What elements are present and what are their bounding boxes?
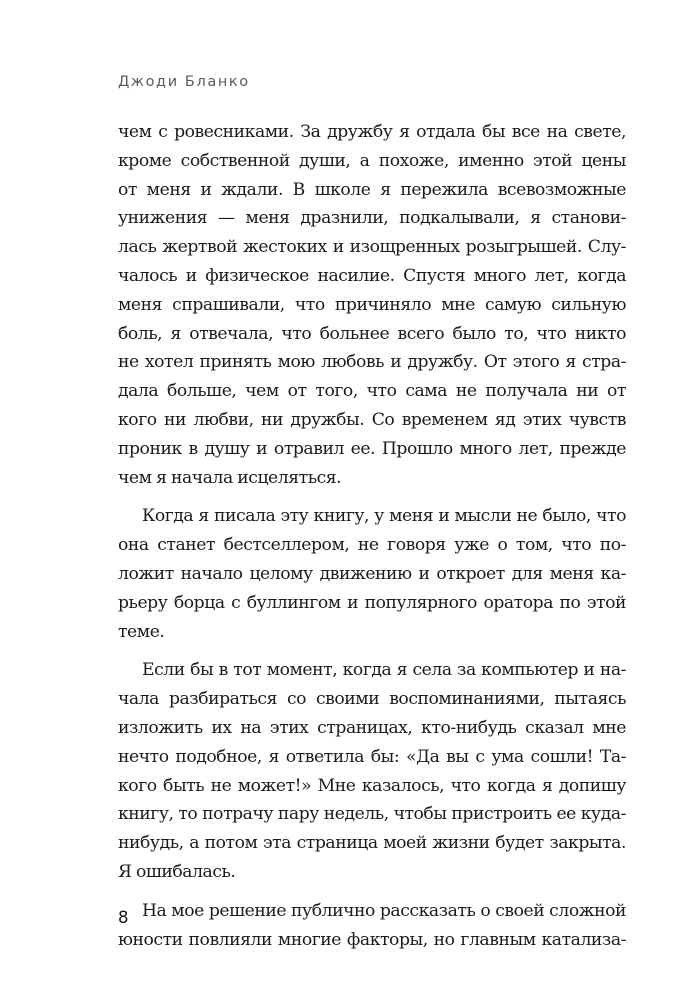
paragraph-1 [118, 118, 626, 492]
text-line: нибудь, а потом эта страница моей жизни будет закрыта. [118, 833, 626, 854]
text-line: чем с ровесниками. За дружбу я отдала бы все на свете, [118, 122, 626, 142]
text-line: теме. [118, 621, 165, 642]
paragraph-3 [118, 656, 626, 886]
paragraph-2 [118, 502, 626, 646]
text-line: кого быть не может!» Мне казалось, что когда я допишу [118, 775, 626, 796]
text-line: Когда я писала эту книгу, у меня и мысли не было, что [142, 506, 626, 527]
text-line: дала больше, чем от того, что сама не получала ни от [118, 381, 626, 402]
text-line: унижения — меня дразнили, подкалывали, я станови- [118, 208, 626, 229]
text-line: кого ни любви, ни дружбы. Со временем яд этих чувств [118, 409, 626, 430]
text-line: проник в душу и отравил ее. Прошло много лет, прежде [118, 438, 626, 459]
text-line: чалось и физическое насилие. Спустя много лет, когда [118, 265, 626, 286]
text-line: лась жертвой жестоких и изощренных розыгрышей. Слу- [118, 237, 626, 258]
page-number: 8 [118, 908, 129, 927]
text-line: от меня и ждали. В школе я пережила всевозможные [118, 179, 626, 200]
text-line: чала разбираться со своими воспоминаниями, пытаясь [118, 689, 626, 710]
text-line: На мое решение публично рассказать о своей сложной [142, 900, 626, 921]
text-line: боль, я отвечала, что больнее всего было то, что никто [118, 323, 626, 344]
paragraph-4 [118, 897, 626, 955]
text-line: не хотел принять мою любовь и дружбу. От этого я стра- [118, 352, 626, 373]
text-line: изложить их на этих страницах, кто-нибудь сказал мне [118, 717, 626, 738]
text-line: чем я начала исцеляться. [118, 467, 342, 488]
text-line: рьеру борца с буллингом и популярного оратора по этой [118, 592, 626, 613]
text-line: юности повлияли многие факторы, но главным катализа- [118, 929, 626, 950]
text-line: ложит начало целому движению и откроет для меня ка- [118, 563, 626, 584]
text-line: нечто подобное, я ответила бы: «Да вы с ума сошли! Та- [118, 746, 626, 767]
text-line: книгу, то потрачу пару недель, чтобы пристроить ее куда- [118, 804, 626, 825]
text-line: Я ошибалась. [118, 861, 236, 882]
running-head: Джоди Бланко [118, 74, 250, 90]
body-text [118, 118, 626, 954]
text-line: меня спрашивали, что причиняло мне самую сильную [118, 294, 626, 315]
text-line: Если бы в тот момент, когда я села за компьютер и на- [142, 660, 626, 681]
text-line: кроме собственной души, а похоже, именно этой цены [118, 150, 626, 171]
text-line: она станет бестселлером, не говоря уже о том, что по- [118, 535, 626, 556]
